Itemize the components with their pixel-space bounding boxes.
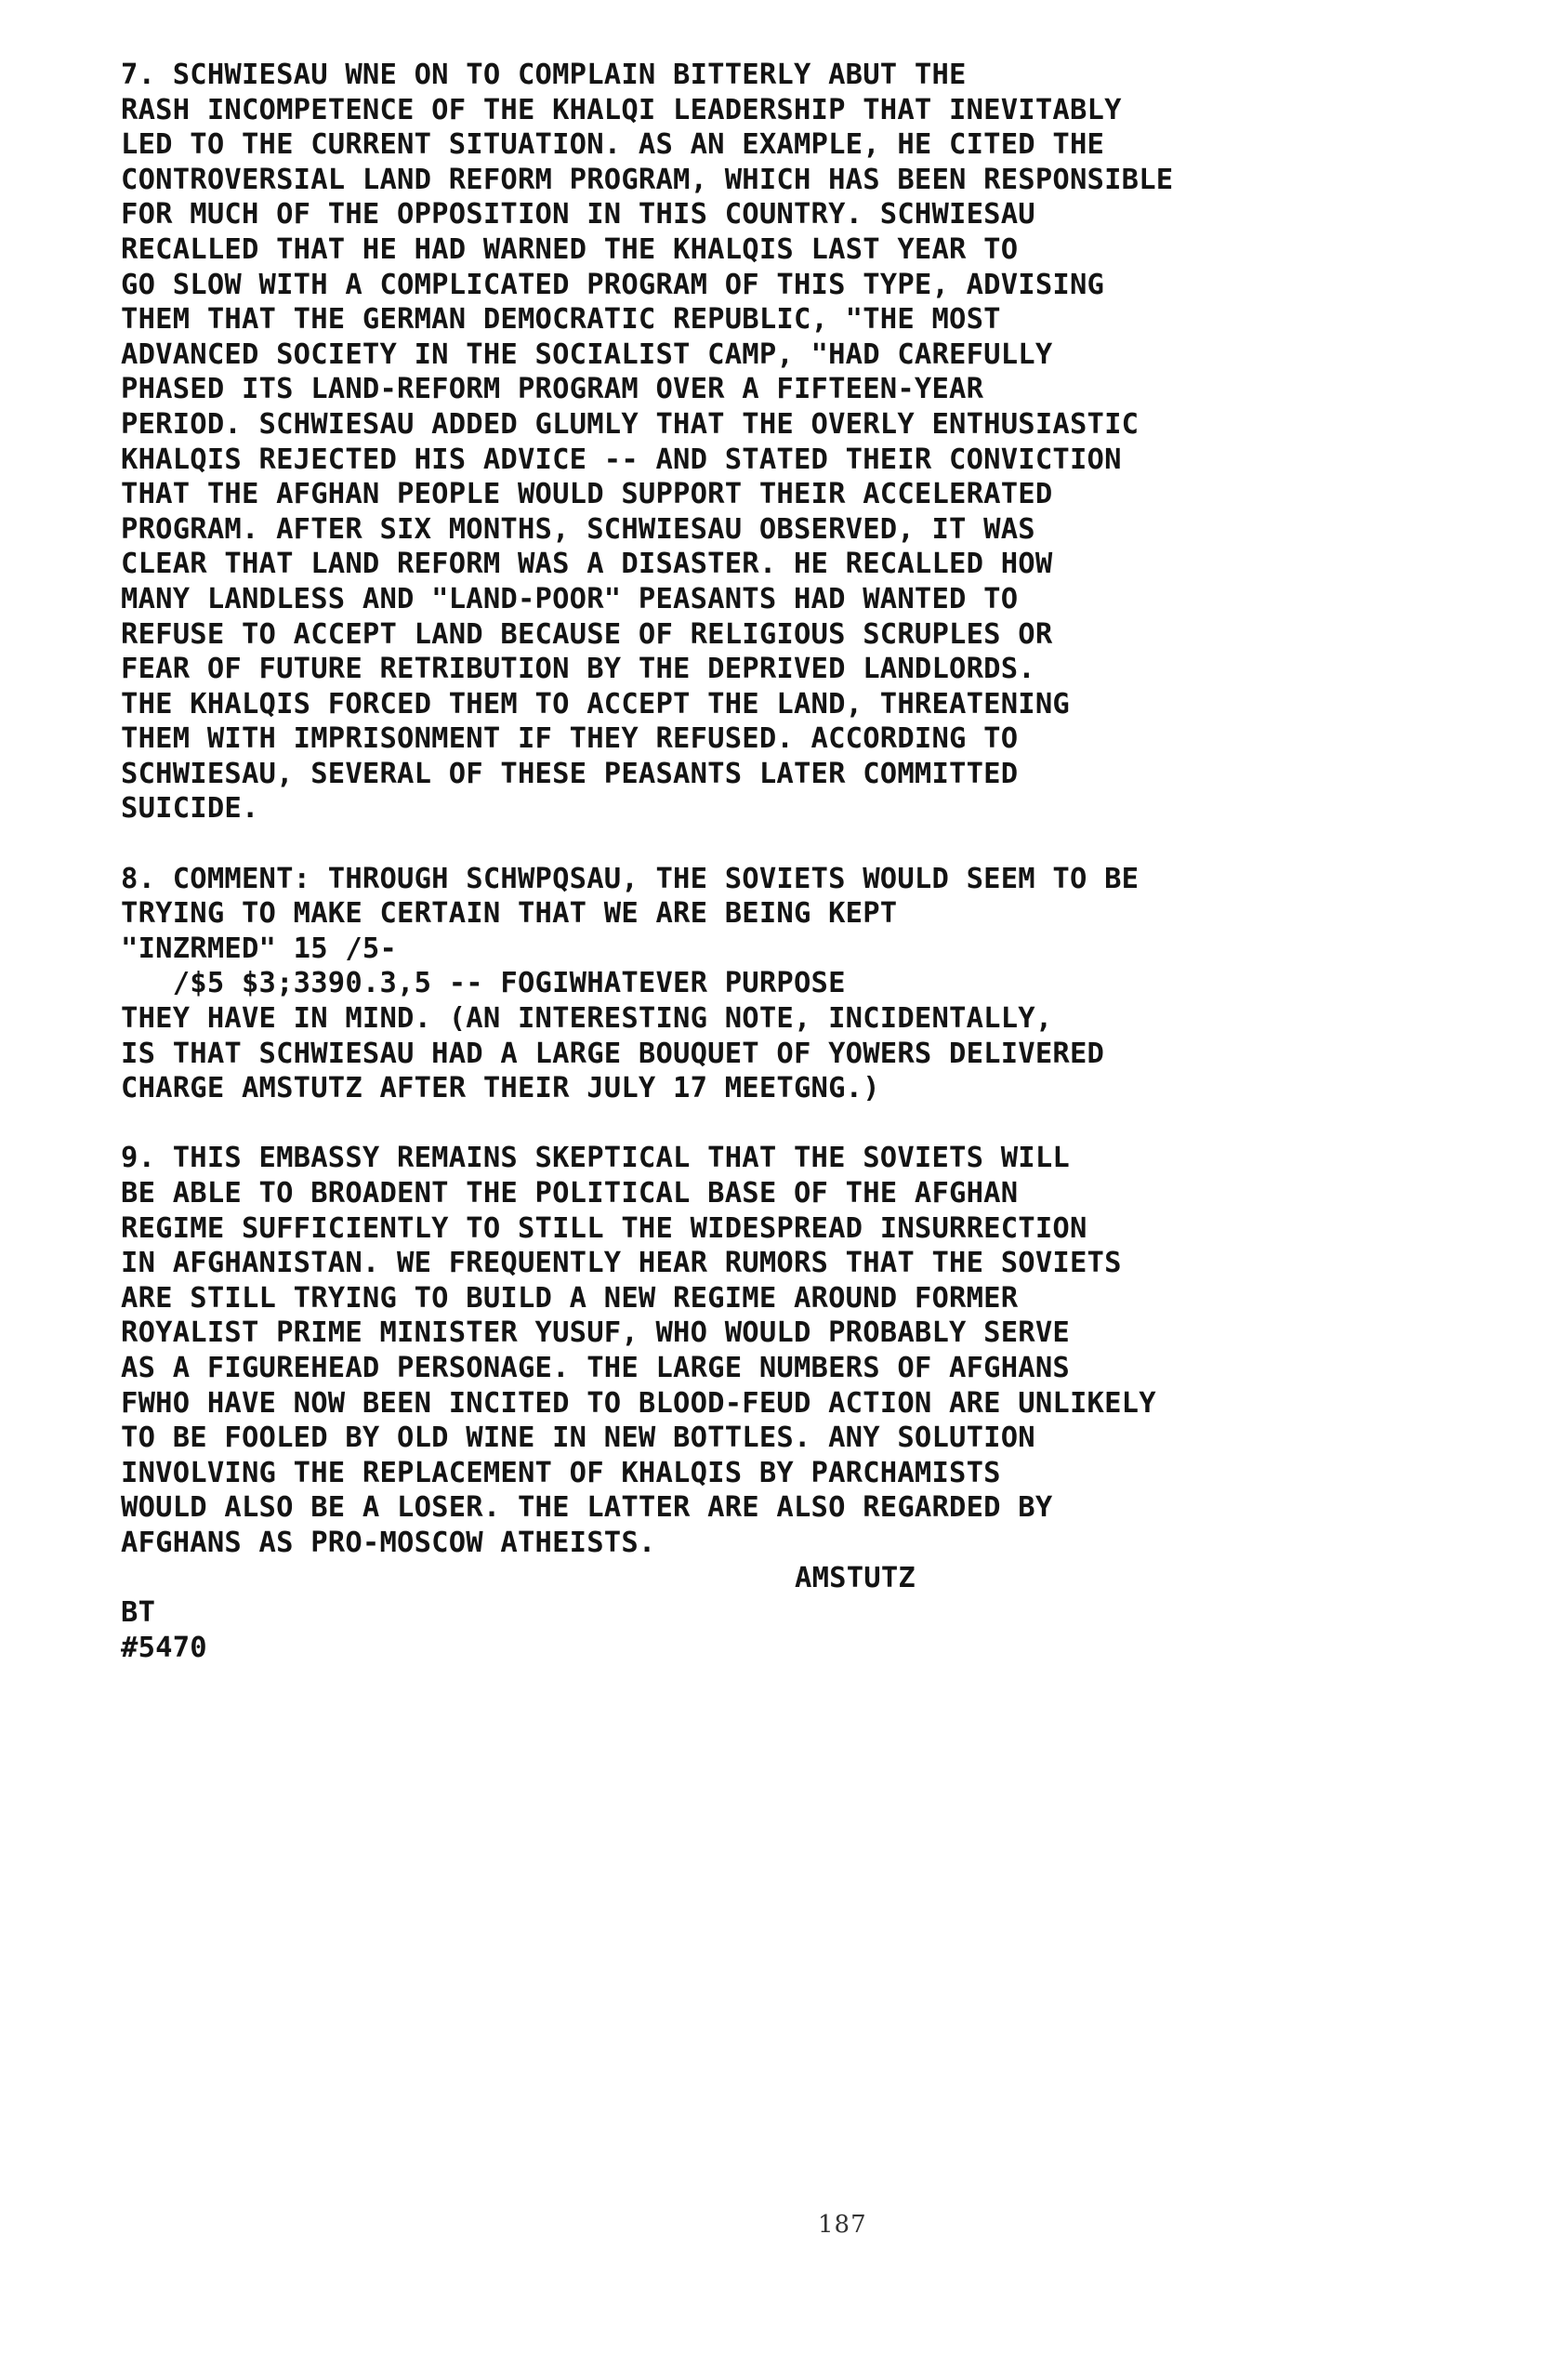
text-line: /$5 $3;3390.3,5 -- FOGIWHATEVER PURPOSE (121, 967, 846, 1000)
text-line: CONTROVERSIAL LAND REFORM PROGRAM, WHICH HAS BEEN RESPONSIBLE (121, 163, 1174, 196)
text-line: ADVANCED SOCIETY IN THE SOCIALIST CAMP, "HAD CAREFULLY (121, 337, 1053, 371)
text-line: PHASED ITS LAND-REFORM PROGRAM OVER A FIFTEEN-YEAR (121, 373, 984, 406)
paragraph-gap (121, 1106, 1441, 1142)
text-line: WOULD ALSO BE A LOSER. THE LATTER ARE ALSO REGARDED BY (121, 1491, 1053, 1525)
text-line: ROYALIST PRIME MINISTER YUSUF, WHO WOULD PROBABLY SERVE (121, 1316, 1070, 1350)
paragraph-gap (121, 826, 1441, 862)
text-line: REFUSE TO ACCEPT LAND BECAUSE OF RELIGIOUS SCRUPLES OR (121, 617, 1053, 651)
bt-marker: BT (121, 1596, 156, 1630)
text-line: 7. SCHWIESAU WNE ON TO COMPLAIN BITTERLY ABUT THE (121, 59, 967, 91)
text-line: AS A FIGUREHEAD PERSONAGE. THE LARGE NUMBERS OF AFGHANS (121, 1351, 1070, 1384)
text-line: PROGRAM. AFTER SIX MONTHS, SCHWIESAU OBSERVED, IT WAS (121, 512, 1035, 546)
text-line: RECALLED THAT HE HAD WARNED THE KHALQIS LAST YEAR TO (121, 232, 1019, 266)
text-line: "INZRMED" 15 /5- (121, 932, 398, 965)
text-line: RASH INCOMPETENCE OF THE KHALQI LEADERSHIP THAT INEVITABLY (121, 93, 1122, 126)
text-line: SCHWIESAU, SEVERAL OF THESE PEASANTS LATER COMMITTED (121, 757, 1019, 790)
text-line: FOR MUCH OF THE OPPOSITION IN THIS COUNTRY. SCHWIESAU (121, 198, 1035, 231)
text-line: THE KHALQIS FORCED THEM TO ACCEPT THE LAND, THREATENING (121, 687, 1070, 721)
text-line: AFGHANS AS PRO-MOSCOW ATHEISTS. (121, 1526, 656, 1559)
text-line: ARE STILL TRYING TO BUILD A NEW REGIME AROUND FORMER (121, 1281, 1019, 1315)
text-line: IS THAT SCHWIESAU HAD A LARGE BOUQUET OF YOWERS DELIVERED (121, 1037, 1105, 1070)
text-line: TO BE FOOLED BY OLD WINE IN NEW BOTTLES. ANY SOLUTION (121, 1421, 1035, 1455)
text-line: THEY HAVE IN MIND. (AN INTERESTING NOTE, INCIDENTALLY, (121, 1002, 1053, 1036)
page-number: 187 (818, 2211, 867, 2239)
message-number: #5470 (121, 1631, 207, 1664)
text-line: TRYING TO MAKE CERTAIN THAT WE ARE BEING KEPT (121, 897, 898, 931)
text-line: FWHO HAVE NOW BEEN INCITED TO BLOOD-FEUD ACTION ARE UNLIKELY (121, 1386, 1156, 1420)
text-line: MANY LANDLESS AND "LAND-POOR" PEASANTS HAD WANTED TO (121, 582, 1019, 615)
cable-text (121, 58, 1441, 1665)
paragraph-7 (121, 58, 1441, 826)
text-line: LED TO THE CURRENT SITUATION. AS AN EXAMPLE, HE CITED THE (121, 128, 1105, 162)
text-line: THAT THE AFGHAN PEOPLE WOULD SUPPORT THEIR ACCELERATED (121, 478, 1053, 511)
text-line: SUICIDE. (121, 792, 259, 826)
text-line: BE ABLE TO BROADENT THE POLITICAL BASE OF THE AFGHAN (121, 1177, 1019, 1210)
paragraph-9 (121, 1141, 1441, 1560)
text-line: FEAR OF FUTURE RETRIBUTION BY THE DEPRIVED LANDLORDS. (121, 653, 1035, 686)
text-line: REGIME SUFFICIENTLY TO STILL THE WIDESPREAD INSURRECTION (121, 1211, 1087, 1245)
text-line: CLEAR THAT LAND REFORM WAS A DISASTER. HE RECALLED HOW (121, 548, 1053, 581)
text-line: IN AFGHANISTAN. WE FREQUENTLY HEAR RUMORS THAT THE SOVIETS (121, 1247, 1122, 1280)
text-line: PERIOD. SCHWIESAU ADDED GLUMLY THAT THE OVERLY ENTHUSIASTIC (121, 407, 1140, 441)
text-line: GO SLOW WITH A COMPLICATED PROGRAM OF THIS TYPE, ADVISING (121, 268, 1105, 301)
paragraph-8 (121, 862, 1441, 1106)
text-line: INVOLVING THE REPLACEMENT OF KHALQIS BY PARCHAMISTS (121, 1456, 1001, 1489)
text-line: THEM WITH IMPRISONMENT IF THEY REFUSED. ACCORDING TO (121, 722, 1019, 756)
text-line: THEM THAT THE GERMAN DEMOCRATIC REPUBLIC, "THE MOST (121, 303, 1001, 337)
text-line: KHALQIS REJECTED HIS ADVICE -- AND STATED THEIR CONVICTION (121, 443, 1122, 476)
text-line: 8. COMMENT: THROUGH SCHWPQSAU, THE SOVIETS WOULD SEEM TO BE (121, 862, 1140, 895)
signature: AMSTUTZ (795, 1561, 916, 1594)
text-line: 9. THIS EMBASSY REMAINS SKEPTICAL THAT THE SOVIETS WILL (121, 1142, 1070, 1175)
text-line: CHARGE AMSTUTZ AFTER THEIR JULY 17 MEETGNG.) (121, 1072, 880, 1105)
